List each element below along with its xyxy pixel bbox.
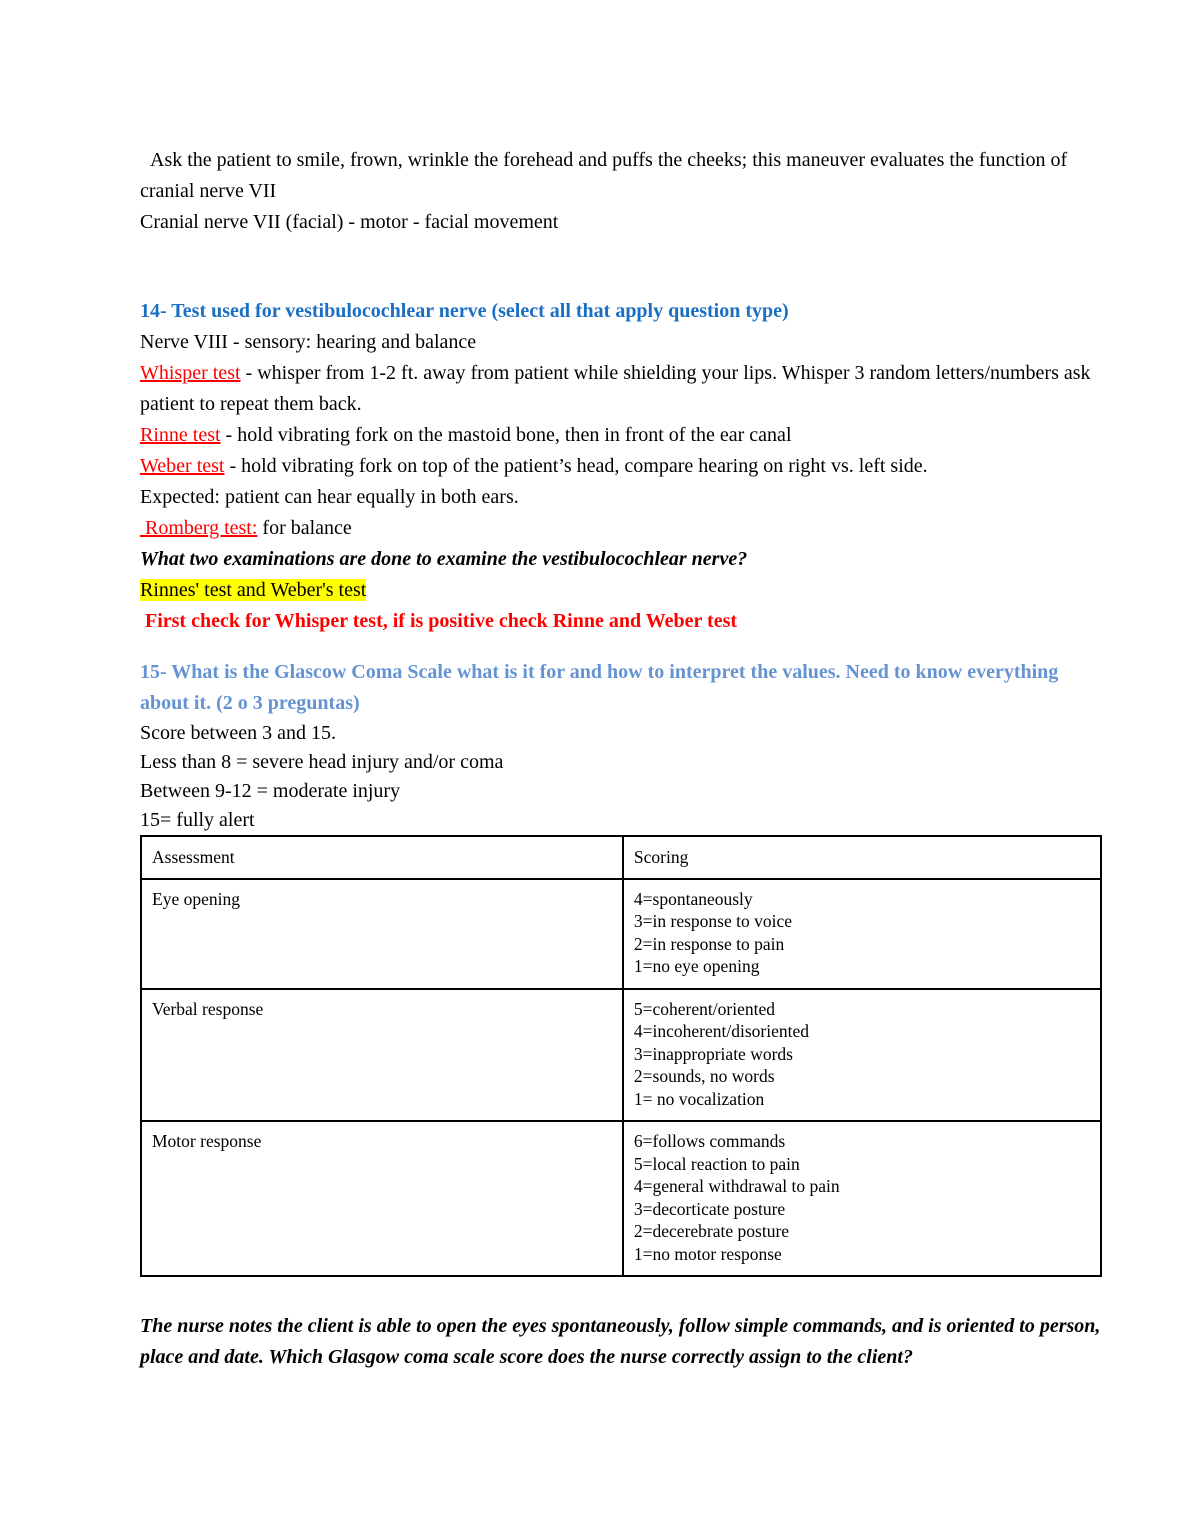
assessment-cell: Motor response xyxy=(141,1121,623,1276)
highlighted-answer-line xyxy=(140,575,1102,606)
scoring-cell xyxy=(623,989,1101,1122)
scoring-cell xyxy=(623,879,1101,989)
section-15-heading: 15- What is the Glascow Coma Scale what is it for and how to interpret the values. Need to know everything about it. (2 o 3 preguntas) xyxy=(140,661,1059,714)
weber-test-description: - hold vibrating fork on top of the patient’s head, compare hearing on right vs. left side. xyxy=(224,455,928,477)
scoring-cell xyxy=(623,1121,1101,1276)
assessment-cell: Verbal response xyxy=(141,989,623,1122)
highlighted-answer: Rinnes' test and Weber's test xyxy=(140,579,367,601)
whisper-test-link[interactable]: Whisper test xyxy=(140,362,241,384)
table-header-row xyxy=(141,836,1101,879)
scoring-line: 1=no eye opening xyxy=(633,956,760,976)
gcs-table-head xyxy=(141,836,1101,879)
moderate-injury-line: Between 9-12 = moderate injury xyxy=(140,780,401,802)
table-row xyxy=(141,1121,1101,1276)
rinne-test-line xyxy=(140,420,1102,451)
scoring-line: 4=incoherent/disoriented xyxy=(633,1021,810,1041)
table-header-cell: Assessment xyxy=(141,836,623,879)
scoring-line: 2=sounds, no words xyxy=(633,1066,775,1086)
scoring-line: 3=inappropriate words xyxy=(633,1043,793,1064)
score-range-line: Score between 3 and 15. xyxy=(140,722,337,744)
scoring-line: 1= no vocalization xyxy=(633,1088,765,1109)
section-14-heading: 14- Test used for vestibulocochlear nerve (select all that apply question type) xyxy=(140,300,789,322)
weber-test-link[interactable]: Weber test xyxy=(140,455,225,477)
table-header-cell: Scoring xyxy=(623,836,1101,879)
whisper-test-line xyxy=(140,358,1102,420)
table-row xyxy=(141,989,1101,1122)
scoring-line: 1=no motor response xyxy=(633,1243,782,1264)
scoring-line: 5=coherent/oriented xyxy=(633,998,775,1019)
closing-question: The nurse notes the client is able to open the eyes spontaneously, follow simple commands, and is oriented to person, place and date. Which Glasgow coma scale score does the nurse correctly assign to the client? xyxy=(140,1315,1106,1368)
scoring-line: 4=general withdrawal to pain xyxy=(633,1176,840,1196)
gcs-table-body xyxy=(141,879,1101,1277)
scoring-line: 2=decerebrate posture xyxy=(633,1221,790,1241)
scoring-line: 5=local reaction to pain xyxy=(633,1153,800,1174)
whisper-test-description: - whisper from 1-2 ft. away from patient while shielding your lips. Whisper 3 random letters/numbers ask patient to repeat them back. xyxy=(140,362,1096,415)
romberg-test-link[interactable]: Romberg test: xyxy=(140,517,258,539)
red-note-line: First check for Whisper test, if is positive check Rinne and Weber test xyxy=(140,610,738,632)
expected-line: Expected: patient can hear equally in both ears. xyxy=(140,486,519,508)
table-row xyxy=(141,879,1101,989)
scoring-line: 6=follows commands xyxy=(633,1131,786,1151)
romberg-test-line xyxy=(140,513,1102,544)
scoring-line: 4=spontaneously xyxy=(633,888,753,909)
romberg-test-description: for balance xyxy=(257,517,352,539)
gcs-table xyxy=(140,835,1102,1277)
nerve-viii-line: Nerve VIII - sensory: hearing and balance xyxy=(140,331,477,353)
severe-injury-line: Less than 8 = severe head injury and/or coma xyxy=(140,751,504,773)
rinne-test-description: - hold vibrating fork on the mastoid bone, then in front of the ear canal xyxy=(220,424,792,446)
rinne-test-link[interactable]: Rinne test xyxy=(140,424,221,446)
intro-line-2: Cranial nerve VII (facial) - motor - facial movement xyxy=(140,211,559,233)
scoring-line: 2=in response to pain xyxy=(633,933,785,954)
scoring-line: 3=decorticate posture xyxy=(633,1198,786,1219)
section-14-question: What two examinations are done to examine the vestibulocochlear nerve? xyxy=(140,548,748,570)
fully-alert-line: 15= fully alert xyxy=(140,809,255,831)
assessment-cell: Eye opening xyxy=(141,879,623,989)
weber-test-line xyxy=(140,451,1102,482)
scoring-line: 3=in response to voice xyxy=(633,911,793,931)
intro-line-1: Ask the patient to smile, frown, wrinkle the forehead and puffs the cheeks; this maneuver evaluates the function of cranial nerve VII xyxy=(140,149,1073,202)
